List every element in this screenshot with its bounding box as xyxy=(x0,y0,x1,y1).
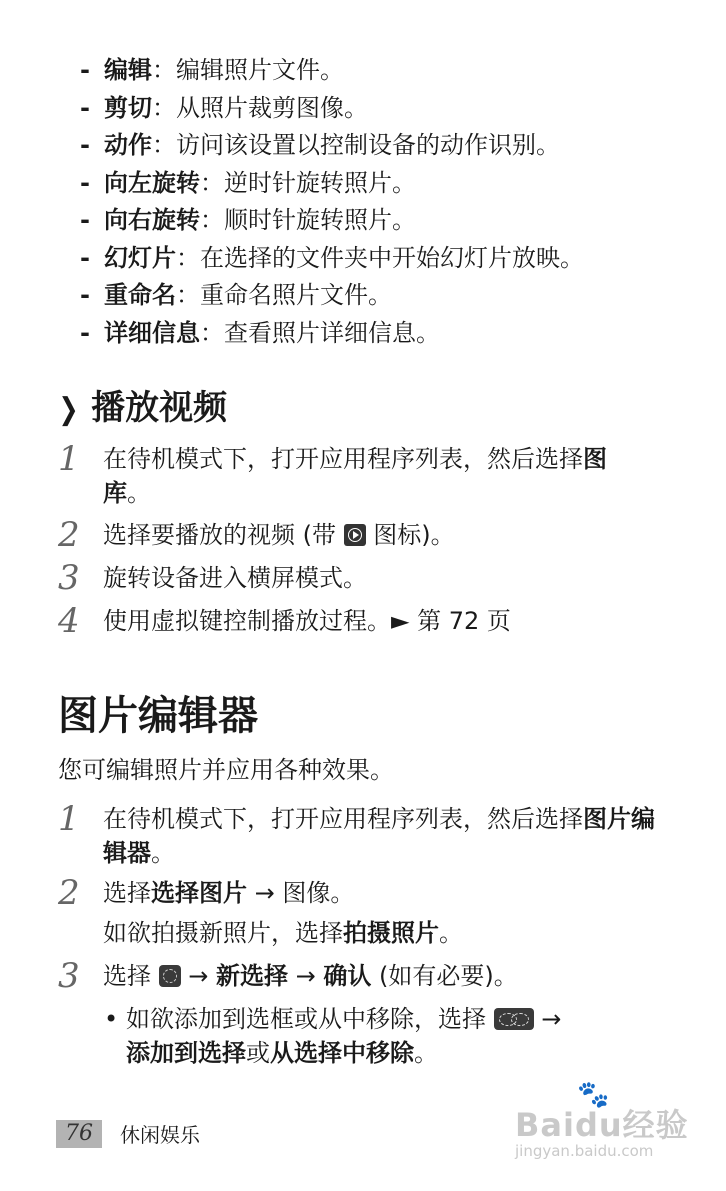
list-item: - 编辑：编辑照片文件。 xyxy=(80,56,344,84)
step-4: 4 使用虚拟键控制播放过程。► 第 72 页 xyxy=(58,601,511,641)
multi-select-icon xyxy=(494,1008,534,1030)
gallery-menu-options xyxy=(80,52,700,352)
section-heading-play-video: ❯ 播放视频 xyxy=(56,384,227,434)
editor-step-2: 2 选择选择图片 → 图像。 如欲拍摄新照片，选择拍摄照片。 xyxy=(58,873,463,947)
step-3: 3 旋转设备进入横屏模式。 xyxy=(58,558,367,598)
list-item: - 剪切：从照片裁剪图像。 xyxy=(80,93,368,122)
list-item: - 幻灯片：在选择的文件夹中开始幻灯片放映。 xyxy=(80,243,584,272)
play-video-icon xyxy=(344,524,366,546)
list-item: - 重命名：重命名照片文件。 xyxy=(80,281,392,309)
editor-step-3: 3 选择 → 新选择 → 确认 (如有必要)。 xyxy=(58,956,518,996)
chevron-right-icon: ❯ xyxy=(58,392,79,427)
page-heading-photo-editor: 图片编辑器 xyxy=(58,693,258,739)
chapter-name: 休闲娱乐 xyxy=(120,1123,200,1147)
intro-text: 您可编辑照片并应用各种效果。 xyxy=(58,756,394,784)
list-item: - 动作：访问该设置以控制设备的动作识别。 xyxy=(80,131,560,159)
paw-logo-icon: 🐾 xyxy=(577,1080,610,1110)
step-2: 2 选择要播放的视频 (带 图标)。 xyxy=(58,515,455,555)
baidu-watermark: 🐾 Baidu经验 jingyan.baidu.com xyxy=(515,1080,689,1160)
bullet-item: • 如欲添加到选框或从中移除，选择 → 添加到选择或从选择中移除。 xyxy=(104,1005,562,1067)
editor-step-1: 1 在待机模式下，打开应用程序列表，然后选择图片编辑器。 xyxy=(58,799,655,867)
page-number: 76 xyxy=(56,1120,102,1148)
page-footer xyxy=(56,1119,200,1149)
list-item: - 向右旋转：顺时针旋转照片。 xyxy=(80,206,416,234)
list-item: - 向左旋转：逆时针旋转照片。 xyxy=(80,168,416,197)
list-item: - 详细信息：查看照片详细信息。 xyxy=(80,318,440,347)
step-1: 1 在待机模式下，打开应用程序列表，然后选择图库。 xyxy=(58,439,607,507)
lasso-select-icon xyxy=(159,965,181,987)
